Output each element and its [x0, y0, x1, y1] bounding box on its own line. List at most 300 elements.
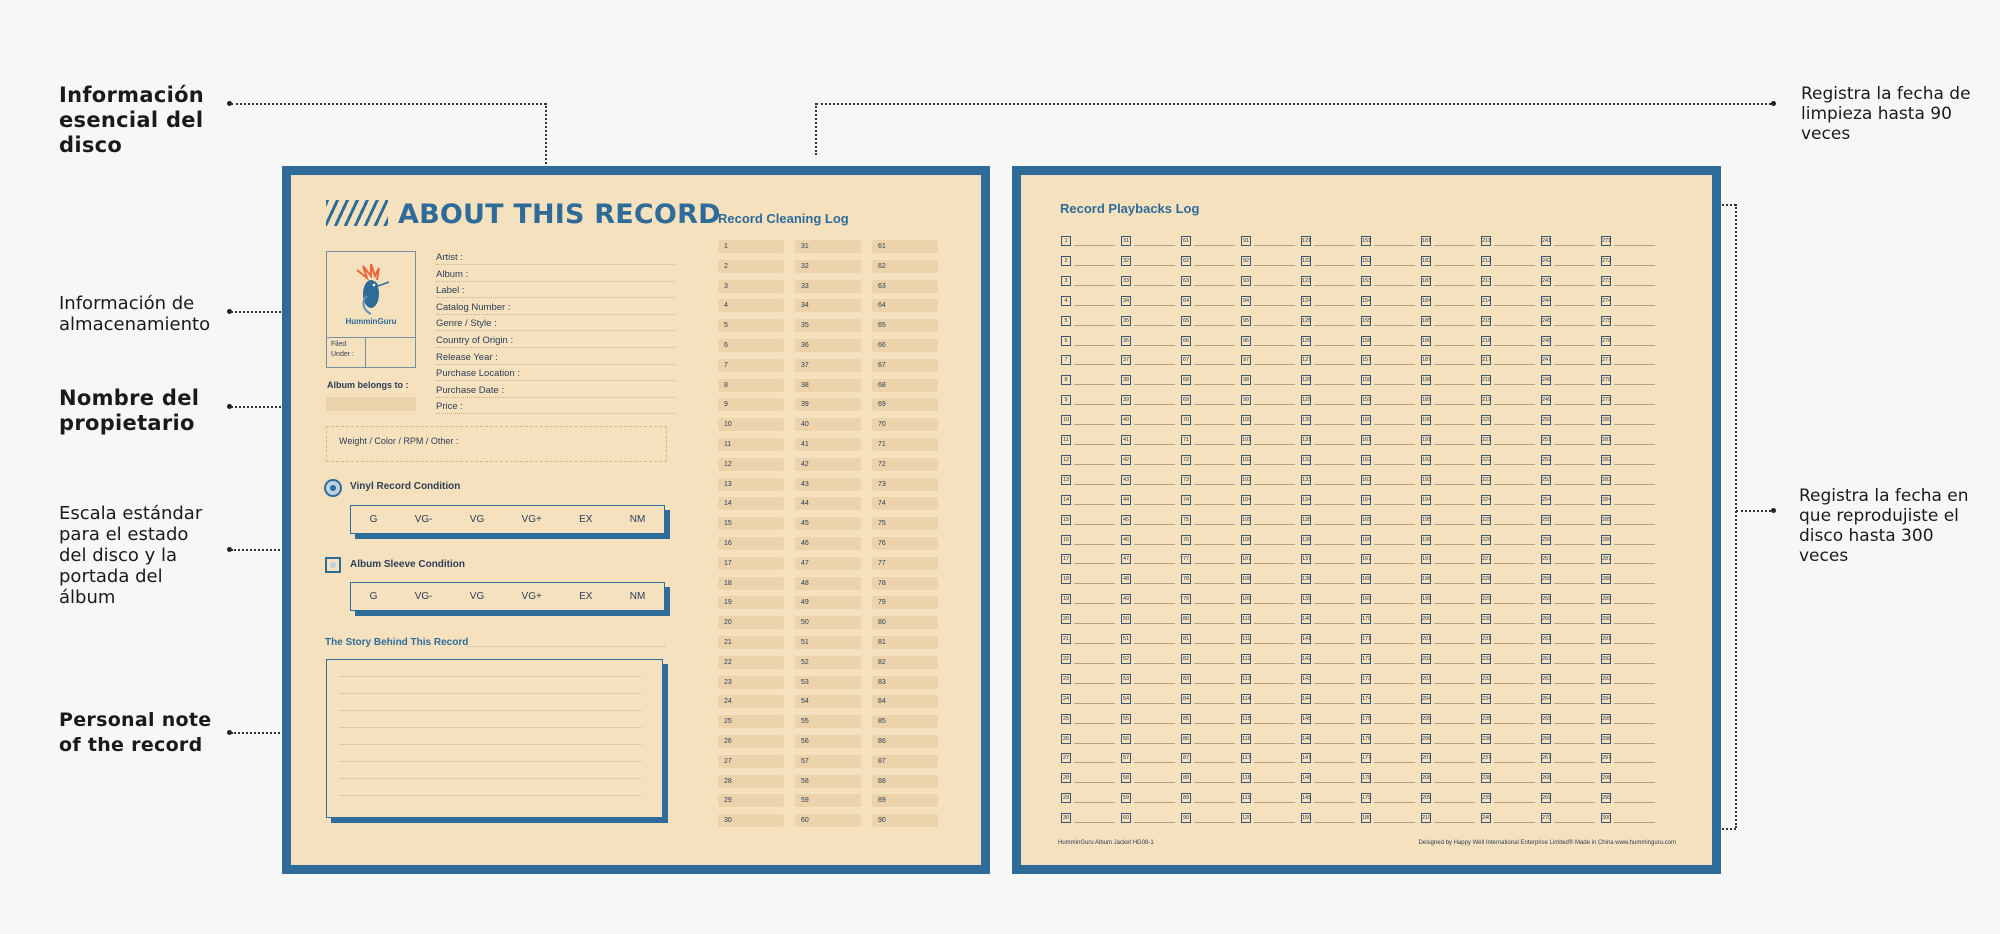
cleaning-log-entry[interactable]: 74 — [872, 497, 938, 510]
playback-log-entry[interactable]: 179 — [1362, 795, 1372, 802]
cleaning-log-entry[interactable]: 27 — [718, 755, 784, 768]
playback-log-entry[interactable]: 289 — [1602, 596, 1612, 603]
cleaning-log-entry[interactable]: 22 — [718, 656, 784, 669]
playback-log-entry[interactable]: 74 — [1182, 496, 1190, 503]
playback-log-entry[interactable]: 204 — [1422, 695, 1432, 702]
playback-log-entry[interactable]: 148 — [1302, 775, 1312, 782]
playback-log-entry[interactable]: 67 — [1182, 357, 1190, 364]
cleaning-log-entry[interactable]: 33 — [795, 280, 861, 293]
playback-log-entry[interactable]: 226 — [1482, 536, 1492, 543]
playback-log-entry[interactable]: 66 — [1182, 337, 1190, 344]
playback-log-entry[interactable]: 1 — [1061, 236, 1071, 246]
playback-log-entry[interactable]: 30 — [1062, 815, 1070, 822]
playback-log-entry[interactable]: 273 — [1602, 277, 1612, 284]
playback-log-entry[interactable]: 84 — [1182, 695, 1190, 702]
playback-log-entry[interactable]: 242 — [1542, 257, 1552, 264]
playback-log-entry[interactable]: 29 — [1062, 795, 1070, 802]
playback-log-entry[interactable]: 68 — [1182, 377, 1190, 384]
record-field[interactable] — [436, 269, 676, 280]
playback-log-entry[interactable]: 3 — [1061, 276, 1071, 286]
cleaning-log-entry[interactable]: 1 — [718, 240, 784, 253]
playback-log-entry[interactable]: 92 — [1242, 257, 1250, 264]
cleaning-log-entry[interactable]: 81 — [872, 636, 938, 649]
playback-log-entry[interactable]: 220 — [1482, 417, 1492, 424]
playback-log-entry[interactable]: 203 — [1422, 675, 1432, 682]
playback-log-entry[interactable]: 61 — [1182, 238, 1190, 244]
playback-log-entry[interactable]: 213 — [1482, 277, 1492, 284]
cleaning-log-entry[interactable]: 42 — [795, 458, 861, 471]
playback-log-entry[interactable]: 214 — [1482, 297, 1492, 304]
cleaning-log-entry[interactable]: 63 — [872, 280, 938, 293]
playback-log-entry[interactable]: 271 — [1602, 238, 1612, 244]
cleaning-log-entry[interactable]: 3 — [718, 280, 784, 293]
playback-log-entry[interactable]: 123 — [1302, 277, 1312, 284]
cleaning-log-entry[interactable]: 15 — [718, 517, 784, 530]
playback-log-entry[interactable]: 6 — [1061, 336, 1071, 346]
cleaning-log-entry[interactable]: 35 — [795, 319, 861, 332]
record-field[interactable] — [436, 318, 676, 329]
playback-log-entry[interactable]: 106 — [1242, 536, 1252, 543]
cleaning-log-entry[interactable]: 86 — [872, 735, 938, 748]
cleaning-log-entry[interactable]: 28 — [718, 775, 784, 788]
cleaning-log-entry[interactable]: 38 — [795, 379, 861, 392]
playback-log-entry[interactable]: 16 — [1062, 536, 1070, 543]
playback-log-entry[interactable]: 19 — [1062, 596, 1070, 603]
playback-log-entry[interactable]: 2 — [1061, 256, 1071, 266]
cleaning-log-entry[interactable]: 16 — [718, 537, 784, 550]
playback-log-entry[interactable]: 91 — [1242, 238, 1250, 244]
playback-log-entry[interactable]: 225 — [1482, 516, 1492, 523]
playback-log-entry[interactable]: 249 — [1542, 397, 1552, 404]
playback-log-entry[interactable]: 132 — [1302, 456, 1312, 463]
playback-log-entry[interactable]: 105 — [1242, 516, 1252, 523]
playback-log-entry[interactable]: 195 — [1422, 516, 1432, 523]
playback-log-entry[interactable]: 156 — [1362, 337, 1372, 344]
cleaning-log-entry[interactable]: 89 — [872, 794, 938, 807]
cleaning-log-entry[interactable]: 11 — [718, 438, 784, 451]
playback-log-entry[interactable]: 184 — [1422, 297, 1432, 304]
playback-log-entry[interactable]: 28 — [1062, 775, 1070, 782]
playback-log-entry[interactable]: 279 — [1602, 397, 1612, 404]
playback-log-entry[interactable]: 49 — [1122, 596, 1130, 603]
playback-log-entry[interactable]: 211 — [1482, 238, 1491, 244]
playback-log-entry[interactable]: 81 — [1182, 636, 1190, 642]
cleaning-log-entry[interactable]: 50 — [795, 616, 861, 629]
playback-log-entry[interactable]: 295 — [1602, 715, 1612, 722]
cleaning-log-entry[interactable]: 51 — [795, 636, 861, 649]
playback-log-entry[interactable]: 151 — [1362, 238, 1372, 244]
playback-log-entry[interactable]: 99 — [1242, 397, 1250, 404]
playback-log-entry[interactable]: 115 — [1242, 715, 1251, 722]
playback-log-entry[interactable]: 202 — [1422, 655, 1432, 662]
playback-log-entry[interactable]: 73 — [1182, 476, 1190, 483]
playback-log-entry[interactable]: 221 — [1482, 437, 1492, 443]
playback-log-entry[interactable]: 282 — [1602, 456, 1612, 463]
cleaning-log-entry[interactable]: 88 — [872, 775, 938, 788]
playback-log-entry[interactable]: 24 — [1062, 695, 1070, 702]
sleeve-condition-scale[interactable] — [350, 582, 665, 611]
playback-log-entry[interactable]: 78 — [1182, 576, 1190, 583]
cleaning-log-entry[interactable]: 21 — [718, 636, 784, 649]
playback-log-entry[interactable]: 193 — [1422, 476, 1432, 483]
playback-log-entry[interactable]: 50 — [1122, 616, 1130, 623]
playback-log-entry[interactable]: 255 — [1542, 516, 1552, 523]
playback-log-entry[interactable]: 145 — [1302, 715, 1312, 722]
playback-log-entry[interactable]: 12 — [1062, 456, 1070, 463]
cleaning-log-entry[interactable]: 58 — [795, 775, 861, 788]
cleaning-log-entry[interactable]: 49 — [795, 596, 861, 609]
playback-log-entry[interactable]: 14 — [1062, 496, 1070, 503]
cleaning-log-entry[interactable]: 72 — [872, 458, 938, 471]
playback-log-entry[interactable]: 85 — [1182, 715, 1190, 722]
playback-log-entry[interactable]: 60 — [1122, 815, 1130, 822]
playback-log-entry[interactable]: 269 — [1542, 795, 1552, 802]
cleaning-log-entry[interactable]: 17 — [718, 557, 784, 570]
playback-log-entry[interactable]: 107 — [1242, 556, 1252, 563]
playback-log-entry[interactable]: 136 — [1302, 536, 1312, 543]
record-field[interactable] — [436, 335, 676, 346]
grade-option[interactable]: NM — [629, 514, 646, 525]
grade-option[interactable]: VG — [469, 514, 485, 525]
playback-log-entry[interactable]: 18 — [1062, 576, 1070, 583]
playback-log-entry[interactable]: 62 — [1182, 257, 1190, 264]
playback-log-entry[interactable]: 43 — [1122, 476, 1130, 483]
playback-log-entry[interactable]: 70 — [1182, 417, 1190, 424]
playback-log-entry[interactable]: 152 — [1362, 257, 1372, 264]
cleaning-log-entry[interactable]: 77 — [872, 557, 938, 570]
playback-log-entry[interactable]: 212 — [1482, 257, 1492, 264]
playback-log-entry[interactable]: 240 — [1482, 815, 1492, 822]
playback-log-entry[interactable]: 130 — [1302, 417, 1312, 424]
playback-log-entry[interactable]: 162 — [1362, 456, 1372, 463]
playback-log-entry[interactable]: 33 — [1122, 277, 1130, 284]
playback-log-entry[interactable]: 275 — [1602, 317, 1612, 324]
playback-log-entry[interactable]: 182 — [1422, 257, 1432, 264]
playback-log-entry[interactable]: 126 — [1302, 337, 1312, 344]
vinyl-condition-scale[interactable] — [350, 505, 665, 534]
playback-log-entry[interactable]: 174 — [1362, 695, 1372, 702]
cleaning-log-entry[interactable]: 48 — [795, 577, 861, 590]
playback-log-entry[interactable]: 261 — [1542, 636, 1552, 642]
grade-option[interactable]: NM — [629, 591, 646, 602]
playback-log-entry[interactable]: 44 — [1122, 496, 1130, 503]
playback-log-entry[interactable]: 95 — [1242, 317, 1250, 324]
playback-log-entry[interactable]: 223 — [1482, 476, 1492, 483]
playback-log-entry[interactable]: 8 — [1061, 375, 1071, 385]
playback-log-entry[interactable]: 86 — [1182, 735, 1190, 742]
playback-log-entry[interactable]: 246 — [1542, 337, 1552, 344]
cleaning-log-entry[interactable]: 55 — [795, 715, 861, 728]
playback-log-entry[interactable]: 268 — [1542, 775, 1552, 782]
playback-log-entry[interactable]: 238 — [1482, 775, 1492, 782]
playback-log-entry[interactable]: 82 — [1182, 655, 1190, 662]
playback-log-entry[interactable]: 187 — [1422, 357, 1432, 364]
cleaning-log-entry[interactable]: 44 — [795, 497, 861, 510]
playback-log-entry[interactable]: 88 — [1182, 775, 1190, 782]
cleaning-log-entry[interactable]: 69 — [872, 398, 938, 411]
cleaning-log-entry[interactable]: 64 — [872, 299, 938, 312]
playback-log-entry[interactable]: 224 — [1482, 496, 1492, 503]
playback-log-entry[interactable]: 128 — [1302, 377, 1312, 384]
playback-log-entry[interactable]: 161 — [1362, 437, 1372, 443]
playback-log-entry[interactable]: 233 — [1482, 675, 1492, 682]
playback-log-entry[interactable]: 247 — [1542, 357, 1552, 364]
cleaning-log-entry[interactable]: 61 — [872, 240, 938, 253]
playback-log-entry[interactable]: 53 — [1122, 675, 1130, 682]
cleaning-log-entry[interactable]: 31 — [795, 240, 861, 253]
playback-log-entry[interactable]: 297 — [1602, 755, 1612, 762]
playback-log-entry[interactable]: 127 — [1302, 357, 1312, 364]
playback-log-entry[interactable]: 77 — [1182, 556, 1190, 563]
grade-option[interactable]: VG — [469, 591, 485, 602]
playback-log-entry[interactable]: 113 — [1242, 675, 1251, 682]
playback-log-entry[interactable]: 89 — [1182, 795, 1190, 802]
grade-option[interactable]: G — [369, 591, 378, 602]
playback-log-entry[interactable]: 169 — [1362, 596, 1372, 603]
playback-log-entry[interactable]: 109 — [1242, 596, 1252, 603]
playback-log-entry[interactable]: 266 — [1542, 735, 1552, 742]
story-note-box[interactable] — [326, 659, 663, 818]
playback-log-entry[interactable]: 141 — [1302, 636, 1312, 642]
playback-log-entry[interactable]: 259 — [1542, 596, 1552, 603]
playback-log-entry[interactable]: 168 — [1362, 576, 1372, 583]
playback-log-entry[interactable]: 216 — [1482, 337, 1492, 344]
cleaning-log-entry[interactable]: 60 — [795, 814, 861, 827]
playback-log-entry[interactable]: 276 — [1602, 337, 1612, 344]
playback-log-entry[interactable]: 173 — [1362, 675, 1372, 682]
playback-log-entry[interactable]: 170 — [1362, 616, 1372, 623]
playback-log-entry[interactable]: 172 — [1362, 655, 1372, 662]
playback-log-entry[interactable]: 135 — [1302, 516, 1312, 523]
playback-log-entry[interactable]: 229 — [1482, 596, 1492, 603]
cleaning-log-entry[interactable]: 62 — [872, 260, 938, 273]
playback-log-entry[interactable]: 188 — [1422, 377, 1432, 384]
playback-log-entry[interactable]: 150 — [1302, 815, 1312, 822]
cleaning-log-entry[interactable]: 36 — [795, 339, 861, 352]
playback-log-entry[interactable]: 36 — [1122, 337, 1130, 344]
playback-log-entry[interactable]: 98 — [1242, 377, 1250, 384]
cleaning-log-entry[interactable]: 53 — [795, 676, 861, 689]
playback-log-entry[interactable]: 232 — [1482, 655, 1492, 662]
grade-option[interactable]: EX — [579, 514, 593, 525]
playback-log-entry[interactable]: 45 — [1122, 516, 1130, 523]
cleaning-log-entry[interactable]: 14 — [718, 497, 784, 510]
playback-log-entry[interactable]: 26 — [1062, 735, 1070, 742]
playback-log-entry[interactable]: 46 — [1122, 536, 1130, 543]
playback-log-entry[interactable]: 134 — [1302, 496, 1312, 503]
record-field[interactable] — [436, 285, 676, 296]
playback-log-entry[interactable]: 37 — [1122, 357, 1130, 364]
cleaning-log-entry[interactable]: 25 — [718, 715, 784, 728]
playback-log-entry[interactable]: 251 — [1542, 437, 1552, 443]
playback-log-entry[interactable]: 280 — [1602, 417, 1612, 424]
playback-log-entry[interactable]: 143 — [1302, 675, 1312, 682]
playback-log-entry[interactable]: 102 — [1242, 456, 1252, 463]
cleaning-log-entry[interactable]: 57 — [795, 755, 861, 768]
cleaning-log-entry[interactable]: 43 — [795, 478, 861, 491]
playback-log-entry[interactable]: 243 — [1542, 277, 1552, 284]
playback-log-entry[interactable]: 15 — [1062, 516, 1070, 523]
playback-log-entry[interactable]: 294 — [1602, 695, 1612, 702]
playback-log-entry[interactable]: 235 — [1482, 715, 1492, 722]
playback-log-entry[interactable]: 234 — [1482, 695, 1492, 702]
cleaning-log-entry[interactable]: 4 — [718, 299, 784, 312]
playback-log-entry[interactable]: 79 — [1182, 596, 1190, 603]
playback-log-entry[interactable]: 116 — [1242, 735, 1251, 742]
playback-log-entry[interactable]: 137 — [1302, 556, 1312, 563]
playback-log-entry[interactable]: 34 — [1122, 297, 1130, 304]
playback-log-entry[interactable]: 39 — [1122, 397, 1130, 404]
playback-log-entry[interactable]: 254 — [1542, 496, 1552, 503]
cleaning-log-entry[interactable]: 68 — [872, 379, 938, 392]
cleaning-log-entry[interactable]: 90 — [872, 814, 938, 827]
playback-log-entry[interactable]: 27 — [1062, 755, 1070, 762]
playback-log-entry[interactable]: 278 — [1602, 377, 1612, 384]
playback-log-entry[interactable]: 285 — [1602, 516, 1612, 523]
record-field[interactable] — [436, 368, 676, 379]
record-field[interactable] — [436, 401, 676, 412]
playback-log-entry[interactable]: 147 — [1302, 755, 1312, 762]
playback-log-entry[interactable]: 256 — [1542, 536, 1552, 543]
playback-log-entry[interactable]: 183 — [1422, 277, 1432, 284]
playback-log-entry[interactable]: 13 — [1062, 476, 1070, 483]
playback-log-entry[interactable]: 292 — [1602, 655, 1612, 662]
playback-log-entry[interactable]: 146 — [1302, 735, 1312, 742]
cleaning-log-entry[interactable]: 37 — [795, 359, 861, 372]
playback-log-entry[interactable]: 157 — [1362, 357, 1372, 364]
grade-option[interactable]: VG+ — [521, 591, 542, 602]
playback-log-entry[interactable]: 22 — [1062, 655, 1070, 662]
cleaning-log-entry[interactable]: 12 — [718, 458, 784, 471]
playback-log-entry[interactable]: 47 — [1122, 556, 1130, 563]
playback-log-entry[interactable]: 177 — [1362, 755, 1372, 762]
playback-log-entry[interactable]: 131 — [1302, 437, 1312, 443]
playback-log-entry[interactable]: 165 — [1362, 516, 1372, 523]
playback-log-entry[interactable]: 158 — [1362, 377, 1372, 384]
playback-log-entry[interactable]: 41 — [1122, 437, 1130, 443]
playback-log-entry[interactable]: 241 — [1542, 238, 1552, 244]
playback-log-entry[interactable]: 9 — [1061, 395, 1071, 405]
playback-log-entry[interactable]: 284 — [1602, 496, 1612, 503]
cleaning-log-entry[interactable]: 75 — [872, 517, 938, 530]
cleaning-log-entry[interactable]: 23 — [718, 676, 784, 689]
playback-log-entry[interactable]: 210 — [1422, 815, 1432, 822]
playback-log-entry[interactable]: 149 — [1302, 795, 1312, 802]
cleaning-log-entry[interactable]: 7 — [718, 359, 784, 372]
playback-log-entry[interactable]: 166 — [1362, 536, 1372, 543]
playback-log-entry[interactable]: 164 — [1362, 496, 1372, 503]
cleaning-log-entry[interactable]: 10 — [718, 418, 784, 431]
playback-log-entry[interactable]: 20 — [1062, 616, 1070, 623]
cleaning-log-entry[interactable]: 26 — [718, 735, 784, 748]
cleaning-log-entry[interactable]: 18 — [718, 577, 784, 590]
cleaning-log-entry[interactable]: 78 — [872, 577, 938, 590]
playback-log-entry[interactable]: 120 — [1242, 815, 1252, 822]
cleaning-log-entry[interactable]: 65 — [872, 319, 938, 332]
cleaning-log-entry[interactable]: 30 — [718, 814, 784, 827]
playback-log-entry[interactable]: 208 — [1422, 775, 1432, 782]
cleaning-log-entry[interactable]: 20 — [718, 616, 784, 629]
cleaning-log-entry[interactable]: 40 — [795, 418, 861, 431]
playback-log-entry[interactable]: 51 — [1122, 636, 1130, 642]
playback-log-entry[interactable]: 108 — [1242, 576, 1252, 583]
playback-log-entry[interactable]: 178 — [1362, 775, 1372, 782]
playback-log-entry[interactable]: 63 — [1182, 277, 1190, 284]
playback-log-entry[interactable]: 140 — [1302, 616, 1312, 623]
grade-option[interactable]: EX — [579, 591, 593, 602]
cleaning-log-entry[interactable]: 59 — [795, 794, 861, 807]
cleaning-log-entry[interactable]: 13 — [718, 478, 784, 491]
playback-log-entry[interactable]: 299 — [1602, 795, 1612, 802]
playback-log-entry[interactable]: 72 — [1182, 456, 1190, 463]
playback-log-entry[interactable]: 103 — [1242, 476, 1252, 483]
playback-log-entry[interactable]: 293 — [1602, 675, 1612, 682]
playback-log-entry[interactable]: 56 — [1122, 735, 1130, 742]
playback-log-entry[interactable]: 114 — [1242, 695, 1251, 702]
cleaning-log-entry[interactable]: 84 — [872, 695, 938, 708]
cleaning-log-entry[interactable]: 87 — [872, 755, 938, 768]
playback-log-entry[interactable]: 199 — [1422, 596, 1432, 603]
playback-log-entry[interactable]: 121 — [1302, 238, 1312, 244]
playback-log-entry[interactable]: 59 — [1122, 795, 1130, 802]
playback-log-entry[interactable]: 17 — [1062, 556, 1070, 563]
playback-log-entry[interactable]: 154 — [1362, 297, 1372, 304]
playback-log-entry[interactable]: 222 — [1482, 456, 1492, 463]
playback-log-entry[interactable]: 118 — [1242, 775, 1251, 782]
playback-log-entry[interactable]: 236 — [1482, 735, 1492, 742]
owner-name-field[interactable] — [326, 397, 416, 411]
playback-log-entry[interactable]: 10 — [1062, 417, 1070, 424]
playback-log-entry[interactable]: 119 — [1242, 795, 1251, 802]
playback-log-entry[interactable]: 237 — [1482, 755, 1492, 762]
playback-log-entry[interactable]: 186 — [1422, 337, 1432, 344]
playback-log-entry[interactable]: 257 — [1542, 556, 1552, 563]
playback-log-entry[interactable]: 192 — [1422, 456, 1432, 463]
playback-log-entry[interactable]: 264 — [1542, 695, 1552, 702]
playback-log-entry[interactable]: 190 — [1422, 417, 1432, 424]
playback-log-entry[interactable]: 270 — [1542, 815, 1552, 822]
cleaning-log-entry[interactable]: 71 — [872, 438, 938, 451]
cleaning-log-entry[interactable]: 66 — [872, 339, 938, 352]
playback-log-entry[interactable]: 159 — [1362, 397, 1372, 404]
playback-log-entry[interactable]: 153 — [1362, 277, 1372, 284]
playback-log-entry[interactable]: 94 — [1242, 297, 1250, 304]
playback-log-entry[interactable]: 65 — [1182, 317, 1190, 324]
cleaning-log-entry[interactable]: 41 — [795, 438, 861, 451]
cleaning-log-entry[interactable]: 45 — [795, 517, 861, 530]
playback-log-entry[interactable]: 11 — [1061, 435, 1071, 445]
playback-log-entry[interactable]: 90 — [1182, 815, 1190, 822]
playback-log-entry[interactable]: 58 — [1122, 775, 1130, 782]
cleaning-log-entry[interactable]: 76 — [872, 537, 938, 550]
playback-log-entry[interactable]: 111 — [1242, 636, 1251, 642]
playback-log-entry[interactable]: 104 — [1242, 496, 1252, 503]
playback-log-entry[interactable]: 267 — [1542, 755, 1552, 762]
playback-log-entry[interactable]: 75 — [1182, 516, 1190, 523]
playback-log-entry[interactable]: 200 — [1422, 616, 1432, 623]
playback-log-entry[interactable]: 96 — [1242, 337, 1250, 344]
playback-log-entry[interactable]: 160 — [1362, 417, 1372, 424]
cleaning-log-entry[interactable]: 82 — [872, 656, 938, 669]
playback-log-entry[interactable]: 21 — [1062, 636, 1070, 642]
playback-log-entry[interactable]: 110 — [1242, 616, 1251, 623]
playback-log-entry[interactable]: 175 — [1362, 715, 1372, 722]
playback-log-entry[interactable]: 197 — [1422, 556, 1432, 563]
playback-log-entry[interactable]: 277 — [1602, 357, 1612, 364]
playback-log-entry[interactable]: 80 — [1182, 616, 1190, 623]
playback-log-entry[interactable]: 83 — [1182, 675, 1190, 682]
playback-log-entry[interactable]: 4 — [1061, 296, 1071, 306]
